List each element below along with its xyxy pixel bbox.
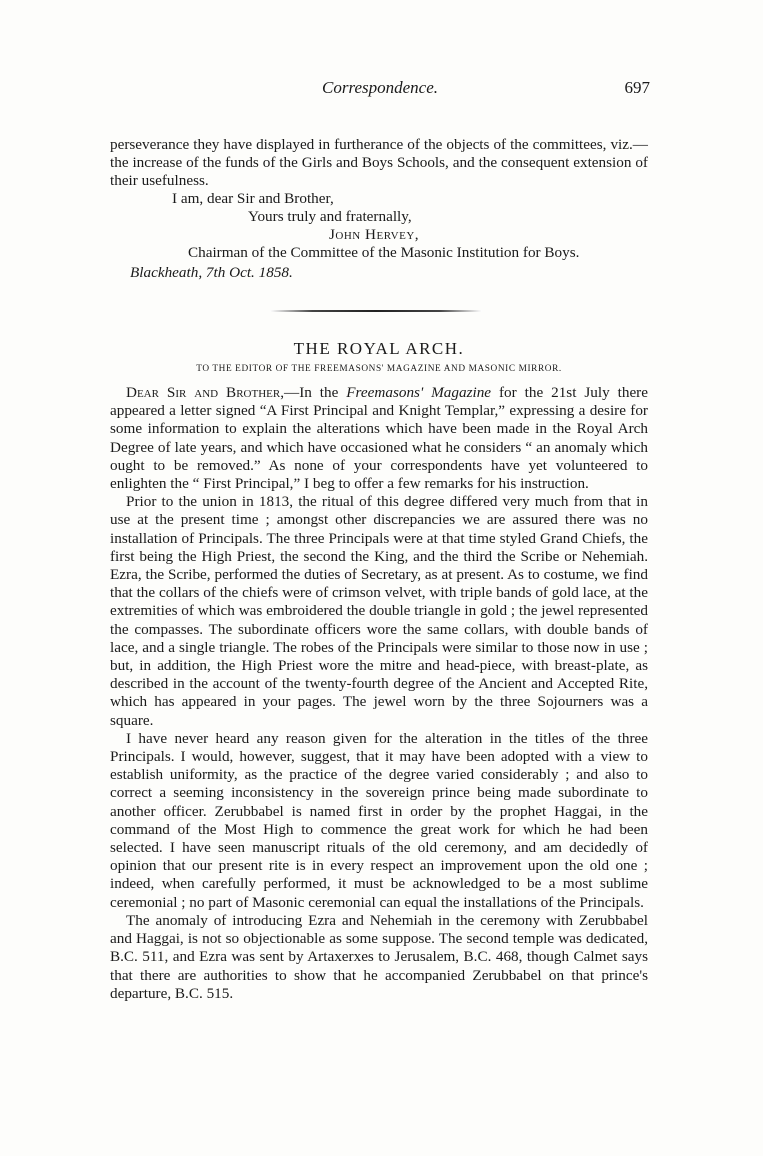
paragraph-1-text-a: —In the — [284, 384, 347, 401]
article-paragraph-4: The anomaly of introducing Ezra and Nehemiah in the ceremony with Zerubbabel and Haggai, is not so objectionable as some suppose. The second temple was dedicated, B.C. 511, and Ezra was sent by Artaxerxes to Jerusalem, B.C. 468, though Calmet says that there are authorities to show that he accompanied Zerubbabel on that prince's departure, B.C. 515. — [110, 911, 648, 1002]
signature-date: 7th Oct. 1858. — [205, 264, 293, 281]
running-head: Correspondence. — [322, 78, 438, 97]
page-number: 697 — [624, 78, 650, 97]
page-header — [110, 78, 650, 102]
signature-place: Blackheath, — [130, 264, 203, 281]
signature-place-date — [130, 264, 293, 282]
article-paragraph-1 — [110, 384, 648, 493]
magazine-name: Freemasons' Magazine — [346, 384, 492, 401]
signature-closing: I am, dear Sir and Brother, — [172, 190, 334, 207]
section-divider — [270, 310, 482, 312]
article-paragraph-3: I have never heard any reason given for the alteration in the titles of the three Principals. I would, however, suggest, that it may have been adopted with a view to establish uniformity, as the practice of the degree varied considerably ; and also to correct a seeming inconsistency in the sovereign prince being made subordinate to another officer. Zerubbabel is named first in order by the prophet Haggai, in the command of the Most High to commence the great work for which he had been selected. I have seen manuscript rituals of the old ceremony, and am decidedly of opinion that our present rite is in every respect an improvement upon the old one ; indeed, when carefully performed, it must be acknowledged to be a most sublime ceremonial ; no part of Masonic ceremonial can equal the installations of the Principals. — [110, 729, 648, 911]
article-body — [110, 384, 648, 1003]
article-paragraph-2: Prior to the union in 1813, the ritual of this degree differed very much from that in use at the present time ; amongst other discrepancies we are assured there was no installation of Principals. The three Principals were at that time styled Grand Chiefs, the first being the High Priest, the second the King, and the third the Scribe or Nehemiah. Ezra, the Scribe, performed the duties of Secretary, as at present. As to costume, we find that the collars of the chiefs were of crimson velvet, with triple bands of gold lace, at the extremities of which was embroidered the double triangle in gold ; the jewel represented the compasses. The subordinate officers wore the same collars, with double bands of lace, and a single triangle. The robes of the Principals were similar to those now in use ; but, in addition, the High Priest wore the mitre and head-piece, with breast-plate, as described in the account of the twenty-fourth degree of the Ancient and Accepted Rite, which has appeared in your pages. The jewel worn by the three Sojourners was a square. — [110, 493, 648, 729]
signature-valediction: Yours truly and fraternally, — [248, 208, 412, 225]
signature-name: John Hervey, — [329, 226, 420, 243]
article-addressee: TO THE EDITOR OF THE FREEMASONS' MAGAZINE AND MASONIC MIRROR. — [196, 364, 562, 374]
signature-title: Chairman of the Committee of the Masonic Institution for Boys. — [188, 244, 580, 261]
article-title: THE ROYAL ARCH. — [293, 339, 465, 358]
paragraph-1-text-b: for the 21st July there appeared a letter signed “A First Principal and Knight Templar,” expressing a desire for some information to explain the alterations which have been made in the Royal Arch Degree of late years, and which have occasioned what he considers “ an anomaly which ought to be removed.” As none of your correspondents have yet volunteered to enlighten the “ First Principal,” I beg to offer a few remarks for his instruction. — [110, 384, 648, 493]
opening-paragraph — [110, 136, 648, 191]
opening-paragraph-text: perseverance they have displayed in furtherance of the objects of the committees, viz.—the increase of the funds of the Girls and Boys Schools, and the consequent extension of their usefulness. — [110, 136, 648, 190]
salutation: Dear Sir and Brother, — [126, 384, 284, 401]
